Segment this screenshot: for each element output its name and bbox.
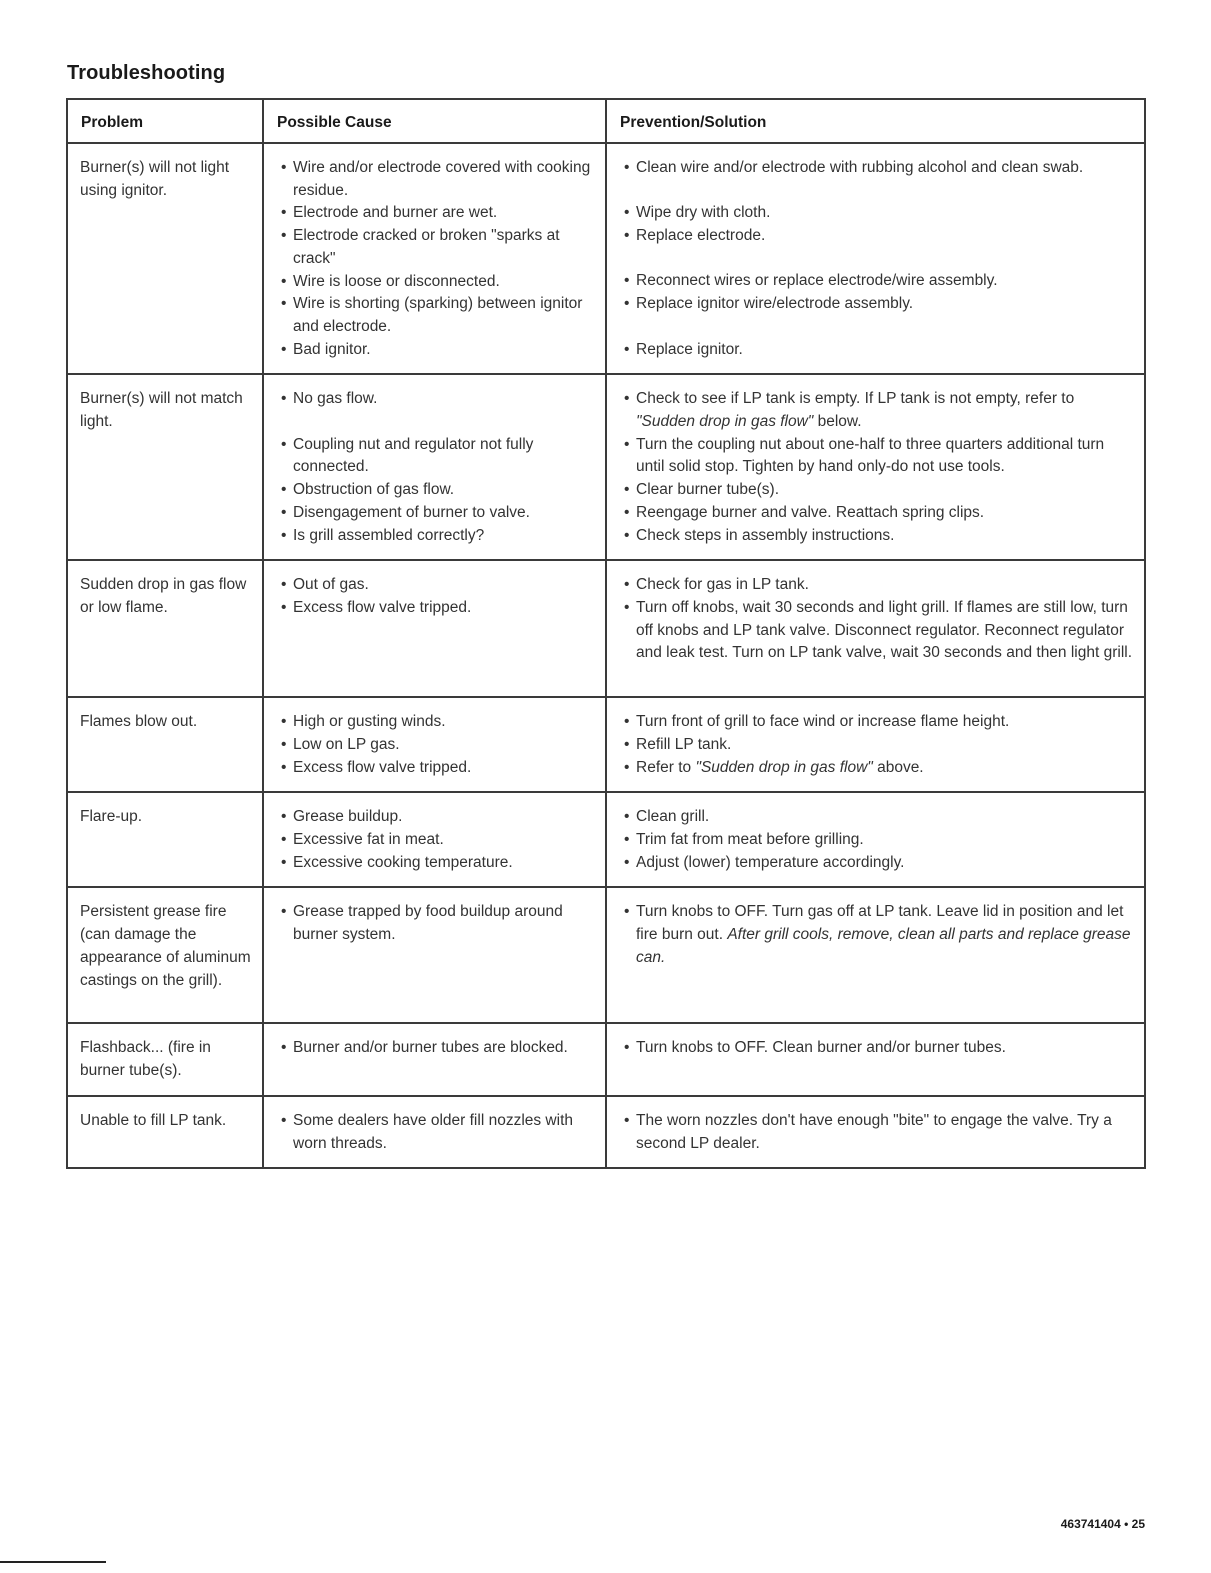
cause-item: • Coupling nut and regulator not fully connected. (276, 434, 595, 479)
problem-text: Sudden drop in gas flow or low flame. (80, 576, 247, 616)
solution-item: • The worn nozzles don't have enough "bite" to engage the valve. Try a second LP dealer. (619, 1110, 1134, 1155)
solution-text: above. (877, 758, 924, 776)
solution-cell (606, 374, 1145, 560)
cause-list (276, 574, 595, 619)
problem-text: Persistent grease fire (can damage the appearance of aluminum castings on the grill). (80, 903, 251, 989)
solution-item: • Turn front of grill to face wind or increase flame height. (619, 711, 1134, 734)
problem-text: Burner(s) will not light using ignitor. (80, 159, 230, 199)
cause-cell (263, 143, 606, 374)
cause-item: • Disengagement of burner to valve. (276, 502, 595, 525)
solution-cell (606, 143, 1145, 374)
cause-item: • Excess flow valve tripped. (276, 597, 595, 620)
solution-item: • Check for gas in LP tank. (619, 574, 1134, 597)
solution-item: • Reengage burner and valve. Reattach spring clips. (619, 502, 1134, 525)
problem-cell (67, 560, 263, 697)
solution-item: • Clean grill. (619, 806, 1134, 829)
cause-item: • No gas flow. (276, 388, 595, 411)
cause-cell (263, 887, 606, 1023)
cause-cell (263, 1023, 606, 1095)
cause-item: • Excessive cooking temperature. (276, 852, 595, 875)
solution-list (619, 388, 1134, 547)
cause-list (276, 1110, 595, 1155)
solution-item: • Replace ignitor. (619, 339, 1134, 362)
table-row (67, 887, 1145, 1023)
problem-text: Burner(s) will not match light. (80, 390, 243, 431)
cause-item: • Some dealers have older fill nozzles with worn threads. (276, 1110, 595, 1155)
table-row (67, 697, 1145, 792)
problem-cell (67, 143, 263, 374)
table-row (67, 792, 1145, 887)
solution-cell (606, 887, 1145, 1023)
table-row (67, 1096, 1145, 1168)
problem-cell (67, 374, 263, 560)
header-prevention-solution: Prevention/Solution (606, 99, 1145, 143)
cause-cell (263, 374, 606, 560)
cause-item: • Obstruction of gas flow. (276, 479, 595, 502)
table-header-row (67, 99, 1145, 143)
solution-cell (606, 697, 1145, 792)
solution-item: • Turn off knobs, wait 30 seconds and light grill. If flames are still low, turn off knobs and LP tank valve. Disconnect regulator. Reconnect regulator and leak test. Turn on LP tank valve, wait 30 seconds and then light grill. (619, 597, 1134, 665)
cause-item: • Excessive fat in meat. (276, 829, 595, 852)
solution-list (619, 157, 1134, 361)
cause-list (276, 711, 595, 779)
cause-list (276, 806, 595, 874)
problem-cell (67, 792, 263, 887)
solution-text: Turn knobs to OFF. Turn gas off at LP tank. Leave lid in position and let fire burn out. (636, 903, 1124, 944)
cause-item: • Is grill assembled correctly? (276, 525, 595, 548)
cause-cell (263, 697, 606, 792)
header-problem: Problem (67, 99, 263, 143)
problem-text: Flare-up. (80, 808, 143, 826)
solution-item: • Check steps in assembly instructions. (619, 525, 1134, 548)
cause-item: • Wire is loose or disconnected. (276, 271, 595, 294)
solution-item: • Reconnect wires or replace electrode/wire assembly. (619, 270, 1134, 293)
problem-cell (67, 1023, 263, 1095)
solution-item (619, 901, 1134, 969)
cause-item: • Electrode cracked or broken "sparks at crack" (276, 225, 595, 270)
page-title: Troubleshooting (67, 62, 226, 84)
cause-item: • Out of gas. (276, 574, 595, 597)
solution-list (619, 1037, 1134, 1060)
page-number: 463741404 • 25 (1060, 1517, 1145, 1531)
solution-list (619, 806, 1134, 874)
solution-item: • Adjust (lower) temperature accordingly. (619, 852, 1134, 875)
solution-item: • Turn the coupling nut about one-half to three quarters additional turn until solid stop. Tighten by hand only-do not use tools. (619, 434, 1134, 479)
solution-item: • Clean wire and/or electrode with rubbing alcohol and clean swab. (619, 157, 1134, 180)
solution-item: • Replace electrode. (619, 225, 1134, 248)
cause-item: • Wire is shorting (sparking) between ignitor and electrode. (276, 293, 595, 338)
cause-item: • Electrode and burner are wet. (276, 202, 595, 225)
solution-item (619, 757, 1134, 780)
solution-item: • Refill LP tank. (619, 734, 1134, 757)
cause-item: • Grease buildup. (276, 806, 595, 829)
solution-text: Refer to (636, 758, 692, 776)
cause-cell (263, 1096, 606, 1168)
cause-item: • Grease trapped by food buildup around burner system. (276, 901, 595, 946)
cause-list (276, 388, 595, 547)
header-possible-cause: Possible Cause (263, 99, 606, 143)
solution-text: Check to see if LP tank is empty. If LP tank is not empty, refer to (636, 390, 1075, 408)
solution-text: below. (817, 413, 862, 431)
table-row (67, 374, 1145, 560)
solution-list (619, 574, 1134, 665)
cause-item: • Bad ignitor. (276, 339, 595, 362)
table-row (67, 560, 1145, 697)
solution-cell (606, 1096, 1145, 1168)
cause-item: • High or gusting winds. (276, 711, 595, 734)
cause-item: • Wire and/or electrode covered with cooking residue. (276, 157, 595, 202)
cause-item: • Burner and/or burner tubes are blocked. (276, 1037, 595, 1060)
solution-emphasis: After grill cools, remove, clean all parts and replace grease can. (636, 926, 1131, 966)
problem-cell (67, 887, 263, 1023)
cause-item: • Low on LP gas. (276, 734, 595, 757)
solution-item: • Turn knobs to OFF. Clean burner and/or burner tubes. (619, 1037, 1134, 1060)
cause-list (276, 1037, 595, 1060)
problem-cell (67, 1096, 263, 1168)
problem-cell (67, 697, 263, 792)
problem-text: Unable to fill LP tank. (80, 1111, 227, 1129)
solution-item: • Clear burner tube(s). (619, 479, 1134, 502)
solution-cell (606, 560, 1145, 697)
cause-list (276, 901, 595, 946)
cross-reference: "Sudden drop in gas flow" (695, 758, 873, 776)
solution-cell (606, 792, 1145, 887)
problem-text: Flashback... (fire in burner tube(s). (80, 1039, 211, 1080)
cross-reference: "Sudden drop in gas flow" (636, 413, 814, 431)
table-row (67, 143, 1145, 374)
cause-item: • Excess flow valve tripped. (276, 757, 595, 780)
solution-item: • Wipe dry with cloth. (619, 202, 1134, 225)
solution-list (619, 901, 1134, 969)
problem-text: Flames blow out. (80, 713, 198, 731)
corner-rule (0, 1561, 106, 1563)
solution-item (619, 388, 1134, 433)
solution-list (619, 1110, 1134, 1155)
solution-item: • Replace ignitor wire/electrode assembly. (619, 293, 1134, 316)
cause-cell (263, 560, 606, 697)
cause-list (276, 157, 595, 361)
solution-cell (606, 1023, 1145, 1095)
table-row (67, 1023, 1145, 1095)
solution-list (619, 711, 1134, 779)
solution-item: • Trim fat from meat before grilling. (619, 829, 1134, 852)
cause-cell (263, 792, 606, 887)
troubleshooting-table (66, 98, 1146, 1169)
